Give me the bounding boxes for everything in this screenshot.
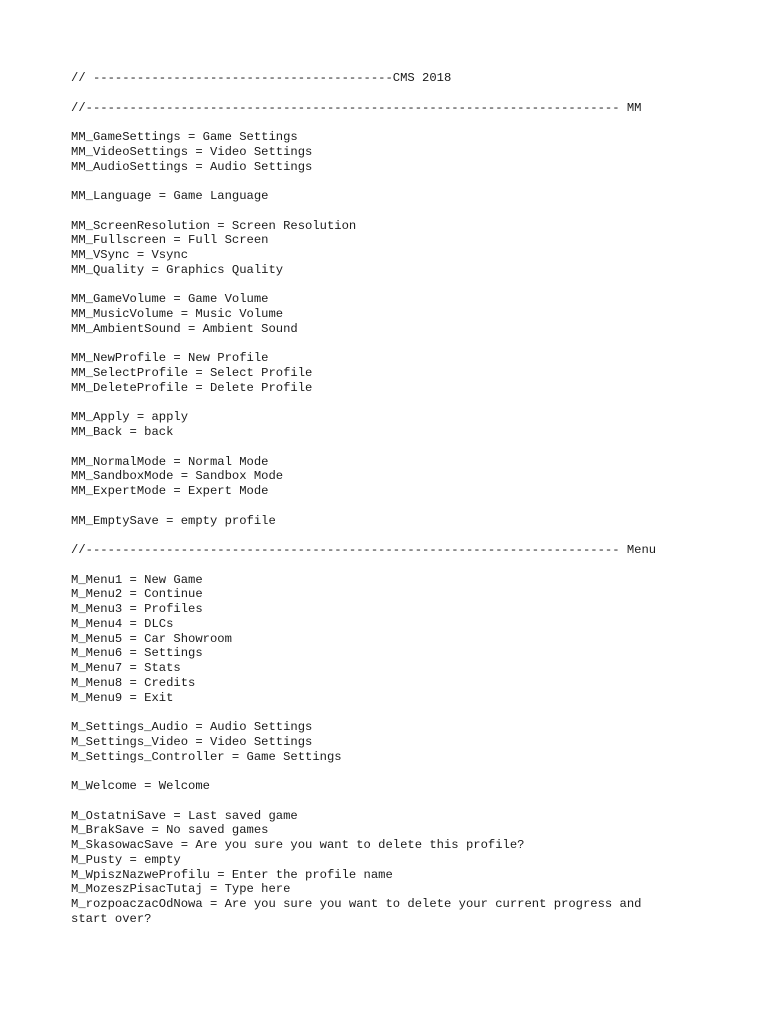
text-line: //------------------------------------------------------------------------- Menu (71, 543, 657, 557)
text-line: MM_Language = Game Language (71, 189, 269, 203)
text-line: MM_VSync = Vsync (71, 248, 189, 262)
text-block-menu-saves (71, 809, 711, 927)
text-line: MM_Quality = Graphics Quality (71, 262, 284, 277)
text-line: MM_GameSettings = Game Settings (71, 130, 298, 144)
text-line: M_Menu1 = New Game (71, 572, 203, 587)
text-block-mm-profiles (71, 351, 711, 395)
text-block-header-cms (71, 71, 711, 86)
text-line: M_WpiszNazweProfilu = Enter the profile name (71, 867, 393, 882)
text-line: // -----------------------------------------CMS 2018 (71, 71, 452, 85)
text-line: MM_VideoSettings = Video Settings (71, 144, 313, 159)
text-block-mm-empty-save (71, 514, 711, 529)
text-line: M_Settings_Controller = Game Settings (71, 749, 342, 764)
text-line: M_BrakSave = No saved games (71, 823, 269, 838)
text-block-mm-language (71, 189, 711, 204)
text-line: MM_AudioSettings = Audio Settings (71, 159, 313, 174)
text-line: M_Menu9 = Exit (71, 690, 174, 705)
text-line: MM_EmptySave = empty profile (71, 513, 276, 528)
text-line: M_MozeszPisacTutaj = Type here (71, 882, 291, 897)
text-block-menu-items (71, 573, 711, 706)
text-block-mm-modes (71, 455, 711, 499)
text-line: M_Settings_Audio = Audio Settings (71, 720, 313, 734)
document-body (71, 71, 711, 941)
text-line: MM_NewProfile = New Profile (71, 351, 269, 366)
text-line: M_Menu5 = Car Showroom (71, 631, 232, 646)
text-line: MM_GameVolume = Game Volume (71, 292, 269, 307)
text-block-section-menu (71, 543, 711, 558)
text-block-mm-audio (71, 292, 711, 336)
text-line: M_Pusty = empty (71, 852, 181, 867)
text-line: //------------------------------------------------------------------------- MM (71, 100, 642, 115)
text-line: M_Menu8 = Credits (71, 675, 196, 690)
text-line: MM_DeleteProfile = Delete Profile (71, 380, 313, 395)
text-line: M_Welcome = Welcome (71, 779, 210, 793)
text-block-mm-video (71, 219, 711, 278)
text-line: M_Menu6 = Settings (71, 646, 203, 661)
text-line: MM_SandboxMode = Sandbox Mode (71, 469, 284, 484)
text-line: MM_MusicVolume = Music Volume (71, 307, 284, 321)
text-line: MM_Apply = apply (71, 410, 189, 425)
text-line: MM_Back = back (71, 425, 174, 439)
text-line: M_rozpoaczacOdNowa = Are you sure you want to delete your current progress and start over? (71, 897, 649, 926)
text-line: M_Menu2 = Continue (71, 587, 203, 602)
text-line: M_Menu3 = Profiles (71, 602, 203, 616)
text-block-section-mm (71, 101, 711, 116)
text-line: MM_Fullscreen = Full Screen (71, 233, 269, 248)
text-line: MM_ExpertMode = Expert Mode (71, 484, 269, 498)
text-block-mm-settings (71, 130, 711, 174)
text-line: M_Menu4 = DLCs (71, 616, 174, 631)
text-line: MM_ScreenResolution = Screen Resolution (71, 218, 357, 233)
text-line: MM_AmbientSound = Ambient Sound (71, 321, 298, 336)
text-line: M_OstatniSave = Last saved game (71, 808, 298, 823)
text-line: MM_NormalMode = Normal Mode (71, 454, 269, 469)
text-line: M_SkasowacSave = Are you sure you want to delete this profile? (71, 838, 525, 852)
text-block-menu-settings (71, 720, 711, 764)
text-block-menu-welcome (71, 779, 711, 794)
text-line: M_Menu7 = Stats (71, 661, 181, 675)
text-line: M_Settings_Video = Video Settings (71, 734, 313, 749)
text-line: MM_SelectProfile = Select Profile (71, 366, 313, 380)
text-block-mm-actions (71, 410, 711, 440)
